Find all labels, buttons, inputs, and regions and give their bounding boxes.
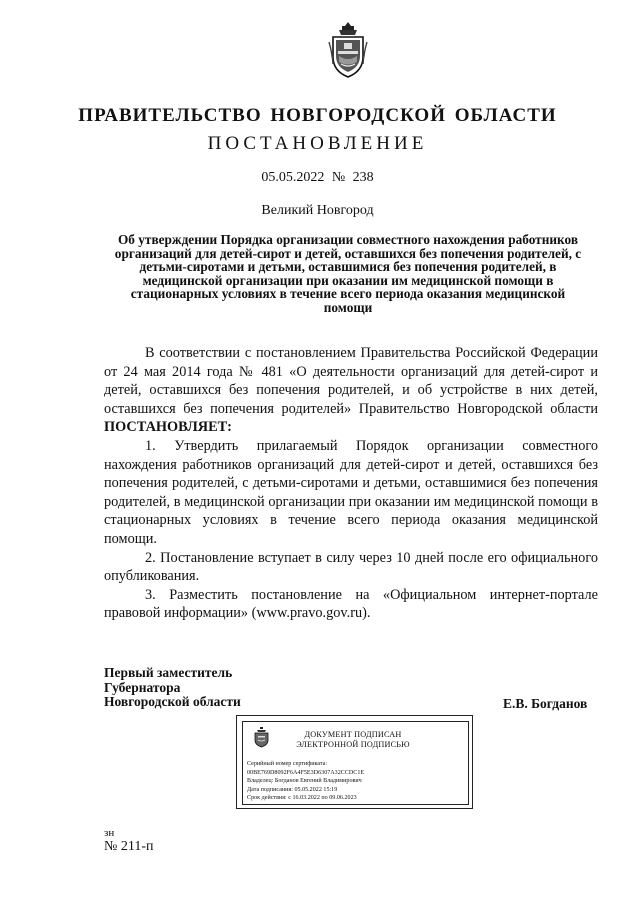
item-2: 2. Постановление вступает в силу через 10 дней после его официального опубликования. — [104, 549, 598, 585]
preamble-text: В соответствии с постановлением Правительства Российской Федерации от 24 мая 2014 года № 481 «О деятельности организаций для детей-сирот и детей, оставшихся без попечения родителей, и об устройстве в них детей, оставшихся без попечения родителей» Правительство Новгородской области — [104, 345, 598, 417]
document-subject: Об утверждении Порядка организации совместного нахождения работников организаций для детей-сирот и детей, оставшихся без попечения родителей, с детьми-сиротами и детьми, оставшимися без попечения родителей, в медицинской организации при оказании им медицинской помощи в стационарных условиях в течение всего периода оказания медицинской помощи — [114, 232, 582, 315]
stamp-title-line-1: ДОКУМЕНТ ПОДПИСАН — [304, 730, 402, 739]
registration-number: № 211-п — [104, 839, 154, 854]
novgorod-coat-of-arms-icon — [327, 20, 369, 80]
number-sign: № — [331, 170, 346, 185]
position-line-3: Новгородской области — [104, 694, 241, 709]
stamp-frame — [242, 721, 469, 805]
stamp-title-line-2: ЭЛЕКТРОННОЙ ПОДПИСЬЮ — [296, 740, 410, 749]
document-city: Великий Новгород — [261, 203, 374, 218]
document-body — [104, 344, 598, 623]
government-title: ПРАВИТЕЛЬСТВО НОВГОРОДСКОЙ ОБЛАСТИ — [78, 105, 557, 126]
document-number: 238 — [352, 170, 374, 185]
item-1: 1. Утвердить прилагаемый Порядок организации совместного нахождения работников организаций для детей-сирот и детей, оставшихся без попечения родителей, с детьми-сиротами и детьми, оставшимися без попечения родителей, в медицинской организации при оказании им медицинской помощи в стационарных условиях в течение всего периода оказания медицинской помощи. — [104, 437, 598, 547]
certificate-serial-label: Серийный номер сертификата: — [247, 761, 328, 767]
resolves-word: ПОСТАНОВЛЯЕТ: — [104, 419, 232, 436]
certificate-owner: Владелец: Богданов Евгений Владимирович — [247, 778, 362, 785]
electronic-signature-stamp — [236, 715, 473, 809]
signing-date: Дата подписания: 05.05.2022 15:19 — [247, 786, 338, 793]
item-3: 3. Разместить постановление на «Официальном интернет-портале правовой информации» (www.pravo.gov.ru). — [104, 586, 598, 622]
registration-footer — [104, 826, 154, 854]
executor-initials: зн — [104, 827, 115, 839]
position-line-2: Губернатора — [104, 679, 181, 695]
document-type: ПОСТАНОВЛЕНИЕ — [207, 133, 428, 154]
certificate-validity: Срок действия: с 16.03.2022 по 09.06.2023 — [247, 795, 357, 802]
document-date: 05.05.2022 — [261, 170, 325, 185]
document-date-number — [0, 170, 635, 186]
stamp-title — [287, 730, 419, 750]
position-line-1: Первый заместитель — [104, 665, 233, 680]
signatory-name: Е.В. Богданов — [503, 696, 588, 711]
certificate-serial: 00BE769D8092F6A4F5E3D6307A32CCDC1E — [247, 769, 365, 776]
signatory-position — [104, 666, 241, 710]
stamp-coat-of-arms-icon — [253, 726, 270, 748]
preamble-paragraph — [104, 344, 598, 437]
stamp-details — [247, 760, 465, 803]
